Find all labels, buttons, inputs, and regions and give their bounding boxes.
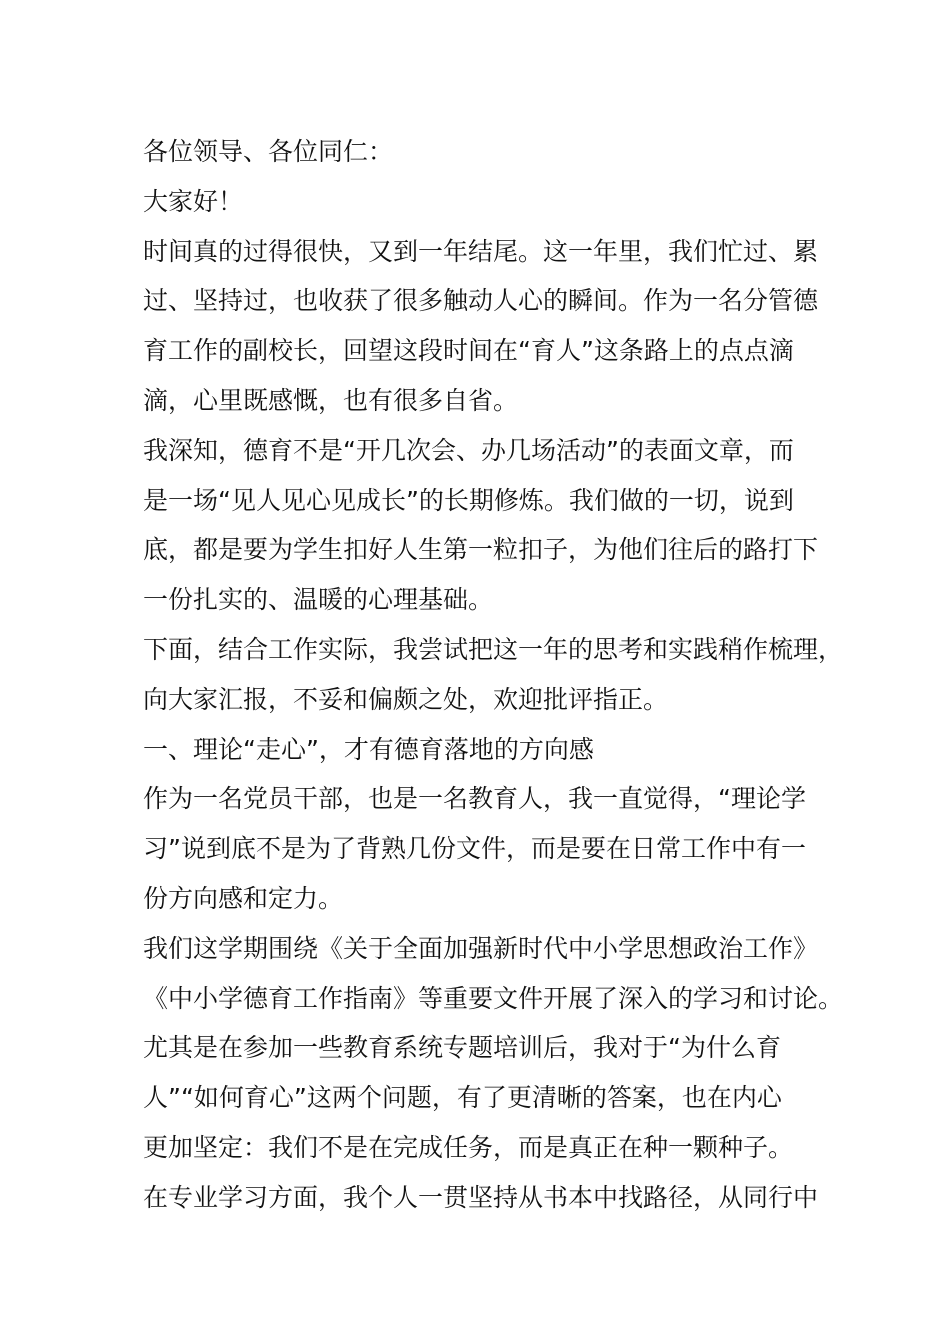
text-line: 我们这学期围绕《关于全面加强新时代中小学思想政治工作》: [143, 933, 819, 963]
text-line: 在专业学习方面，我个人一贯坚持从书本中找路径，从同行中: [143, 1182, 819, 1212]
text-line: 底，都是要为学生扣好人生第一粒扣子，为他们往后的路打下: [143, 535, 819, 565]
text-line: 育工作的副校长，回望这段时间在“育人”这条路上的点点滴: [143, 336, 794, 366]
text-line: 我深知，德育不是“开几次会、办几场活动”的表面文章，而: [143, 435, 794, 465]
text-line: 尤其是在参加一些教育系统专题培训后，我对于“为什么育: [143, 1033, 781, 1063]
text-line: 时间真的过得很快，又到一年结尾。这一年里，我们忙过、累: [143, 236, 819, 266]
text-line: 习”说到底不是为了背熟几份文件，而是要在日常工作中有一: [143, 834, 806, 864]
text-line: 《中小学德育工作指南》等重要文件开展了深入的学习和讨论。: [143, 983, 844, 1013]
text-line: 是一场“见人见心见成长”的长期修炼。我们做的一切，说到: [143, 485, 794, 515]
document-body: [143, 127, 844, 1223]
text-line: 向大家汇报，不妥和偏颇之处，欢迎批评指正。: [143, 684, 669, 714]
text-line: 人”“如何育心”这两个问题，有了更清晰的答案，也在内心: [143, 1083, 782, 1113]
section-heading: 一、理论“走心”，才有德育落地的方向感: [143, 734, 594, 764]
text-line: 大家好！: [143, 186, 244, 216]
text-line: 下面，结合工作实际，我尝试把这一年的思考和实践稍作梳理，: [143, 634, 844, 664]
text-line: 份方向感和定力。: [143, 883, 344, 913]
text-line: 一份扎实的、温暖的心理基础。: [143, 585, 494, 615]
text-line: 各位领导、各位同仁：: [143, 137, 394, 166]
text-line: 作为一名党员干部，也是一名教育人，我一直觉得，“理论学: [143, 784, 806, 814]
text-line: 更加坚定：我们不是在完成任务，而是真正在种一颗种子。: [143, 1132, 794, 1162]
text-line: 过、坚持过，也收获了很多触动人心的瞬间。作为一名分管德: [143, 286, 819, 316]
text-line: 滴，心里既感慨，也有很多自省。: [143, 385, 519, 415]
